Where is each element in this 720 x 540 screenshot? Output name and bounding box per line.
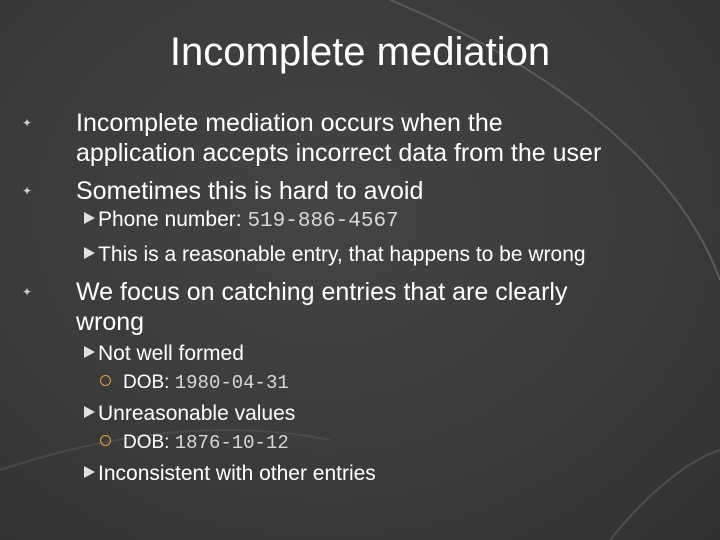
bullet-icon: ✦ — [22, 285, 33, 299]
sub-sub-bullet — [100, 371, 289, 395]
bullet-text: Sometimes this is hard to avoid — [76, 177, 424, 205]
arrow-icon — [84, 466, 95, 478]
sub-bullet-text: Not well formed — [98, 342, 244, 365]
circle-bullet-icon — [100, 435, 111, 446]
sub-bullet-text: This is a reasonable entry, that happens to be wrong — [98, 243, 586, 266]
bullet-text: wrong — [76, 308, 145, 336]
bullet-text: application accepts incorrect data from the user — [76, 139, 602, 167]
date-code: 1876-10-12 — [174, 432, 289, 454]
bullet-text: Incomplete mediation occurs when the — [76, 109, 503, 137]
sub-sub-bullet-text: DOB: — [123, 432, 175, 453]
arrow-icon — [84, 247, 95, 259]
arrow-icon — [84, 406, 95, 418]
arrow-icon — [84, 212, 95, 224]
sub-bullet — [84, 341, 244, 367]
sub-bullet-text: Inconsistent with other entries — [98, 462, 376, 485]
phone-number-code: 519-886-4567 — [247, 210, 399, 233]
sub-bullet — [84, 242, 586, 268]
bullet-icon: ✦ — [22, 116, 33, 130]
sub-bullet-text: Unreasonable values — [98, 402, 296, 425]
date-code: 1980-04-31 — [174, 372, 289, 394]
bullet-icon: ✦ — [22, 184, 33, 198]
sub-bullet-text: Phone number: — [98, 208, 248, 231]
sub-sub-bullet — [100, 431, 289, 455]
circle-bullet-icon — [100, 375, 111, 386]
sub-bullet — [84, 401, 295, 427]
arrow-icon — [84, 346, 95, 358]
sub-bullet — [84, 207, 399, 235]
sub-bullet — [84, 461, 376, 487]
bullet-text: We focus on catching entries that are clearly — [76, 278, 568, 306]
sub-sub-bullet-text: DOB: — [123, 372, 175, 393]
slide-title: Incomplete mediation — [169, 30, 551, 74]
